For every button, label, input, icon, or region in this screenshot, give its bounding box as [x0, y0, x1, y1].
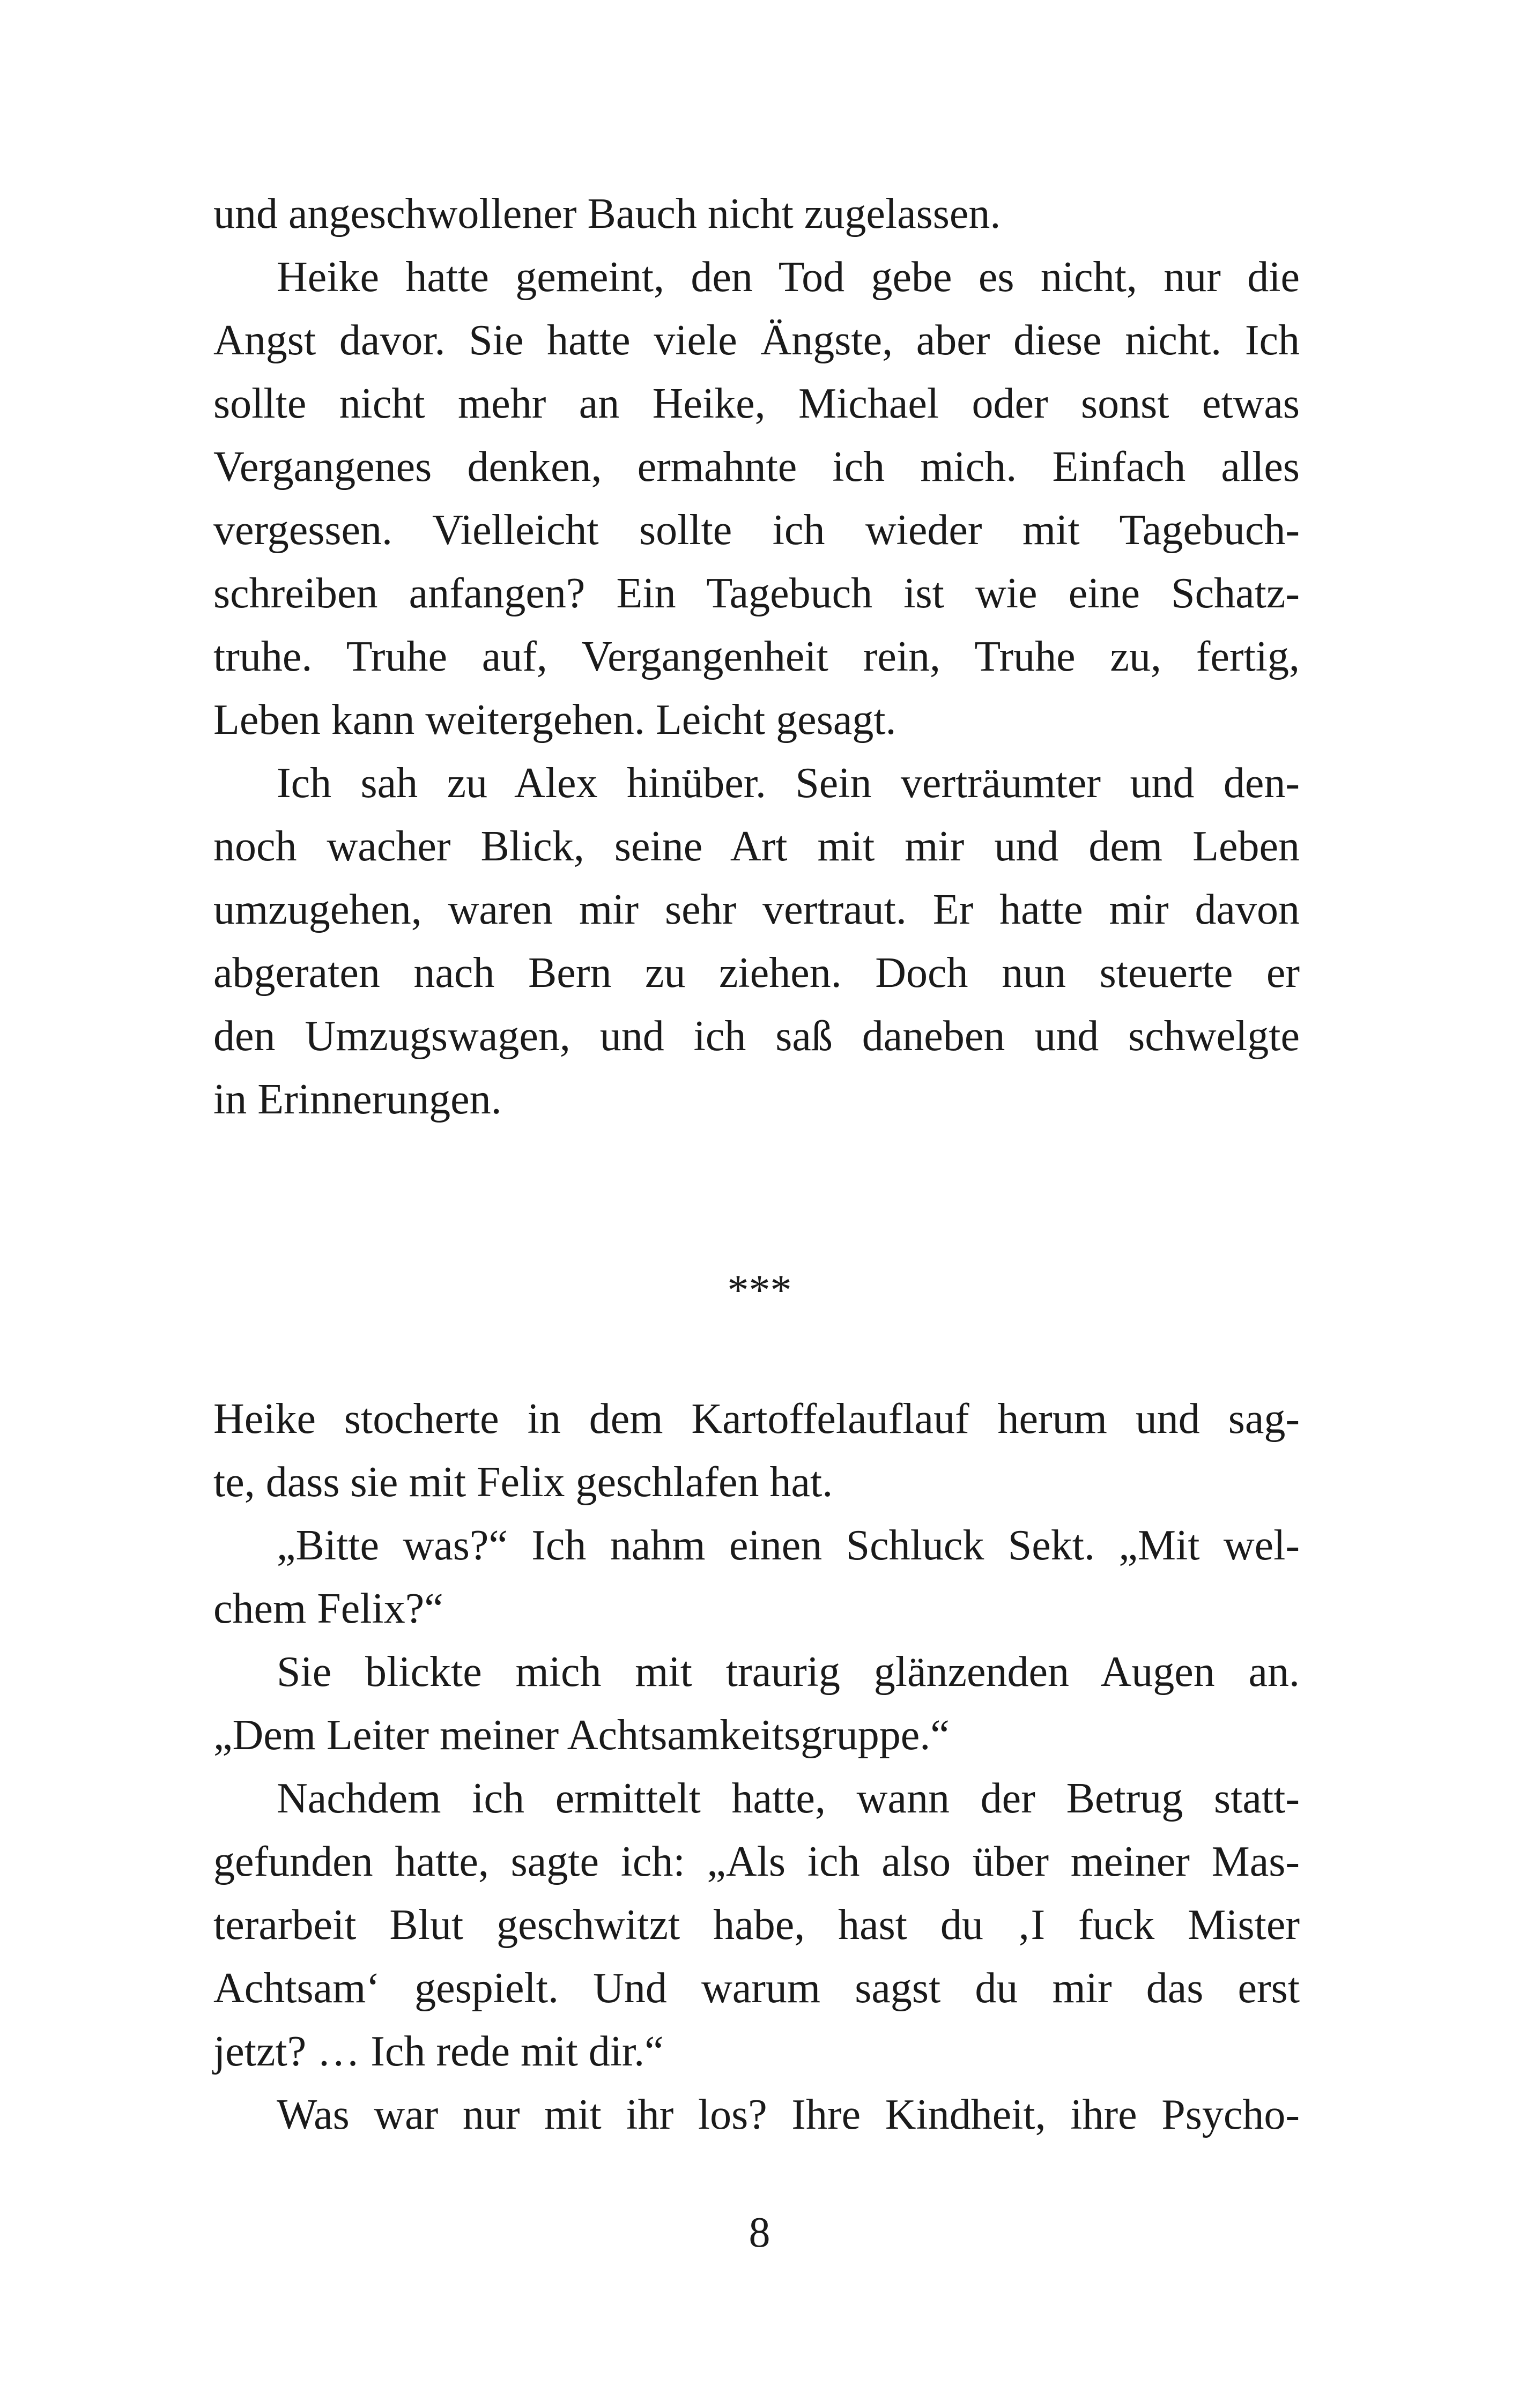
text-line: den Umzugswagen, und ich saß daneben und schwelgte	[213, 1013, 1300, 1060]
text-line: vergessen. Vielleicht sollte ich wieder mit Tagebuch-	[213, 507, 1300, 554]
text-line: sollte nicht mehr an Heike, Michael oder sonst etwas	[213, 380, 1300, 427]
text-line: truhe. Truhe auf, Vergangenheit rein, Truhe zu, fertig,	[213, 633, 1300, 680]
text-line: in Erinnerungen.	[213, 1076, 502, 1123]
text-line: Achtsam‘ gespielt. Und warum sagst du mir das erst	[213, 1965, 1300, 2012]
text-line: abgeraten nach Bern zu ziehen. Doch nun steuerte er	[213, 949, 1300, 997]
text-line: umzugehen, waren mir sehr vertraut. Er hatte mir davon	[213, 886, 1300, 933]
text-block-before-break	[213, 182, 1300, 1131]
text-line: gefunden hatte, sagte ich: „Als ich also über meiner Mas-	[213, 1838, 1300, 1885]
text-line: Sie blickte mich mit traurig glänzenden Augen an.	[277, 1648, 1300, 1696]
text-line: Ich sah zu Alex hinüber. Sein verträumter und den-	[277, 760, 1300, 807]
text-line: Heike stocherte in dem Kartoffelauflauf herum und sag-	[213, 1395, 1300, 1443]
text-line: Nachdem ich ermittelt hatte, wann der Betrug statt-	[277, 1775, 1300, 1822]
text-line: Vergangenes denken, ermahnte ich mich. Einfach alles	[213, 443, 1300, 490]
section-separator: ***	[727, 1267, 792, 1314]
text-line: chem Felix?“	[213, 1585, 443, 1632]
text-line: Angst davor. Sie hatte viele Ängste, aber diese nicht. Ich	[213, 317, 1300, 364]
page-number: 8	[749, 2209, 770, 2256]
text-line: „Dem Leiter meiner Achtsamkeitsgruppe.“	[213, 1712, 950, 1759]
text-line: Heike hatte gemeint, den Tod gebe es nicht, nur die	[277, 254, 1300, 301]
text-line: und angeschwollener Bauch nicht zugelassen.	[213, 190, 1001, 237]
text-line: Leben kann weitergehen. Leicht gesagt.	[213, 696, 896, 744]
text-block-after-break	[213, 1387, 1300, 2146]
text-line: „Bitte was?“ Ich nahm einen Schluck Sekt. „Mit wel-	[277, 1522, 1300, 1569]
text-line: terarbeit Blut geschwitzt habe, hast du ‚I fuck Mister	[213, 1901, 1300, 1949]
text-line: schreiben anfangen? Ein Tagebuch ist wie eine Schatz-	[213, 570, 1300, 617]
text-line: te, dass sie mit Felix geschlafen hat.	[213, 1459, 833, 1506]
text-line: noch wacher Blick, seine Art mit mir und dem Leben	[213, 823, 1300, 870]
text-line: jetzt? … Ich rede mit dir.“	[213, 2028, 664, 2075]
text-line: Was war nur mit ihr los? Ihre Kindheit, ihre Psycho-	[277, 2091, 1300, 2138]
